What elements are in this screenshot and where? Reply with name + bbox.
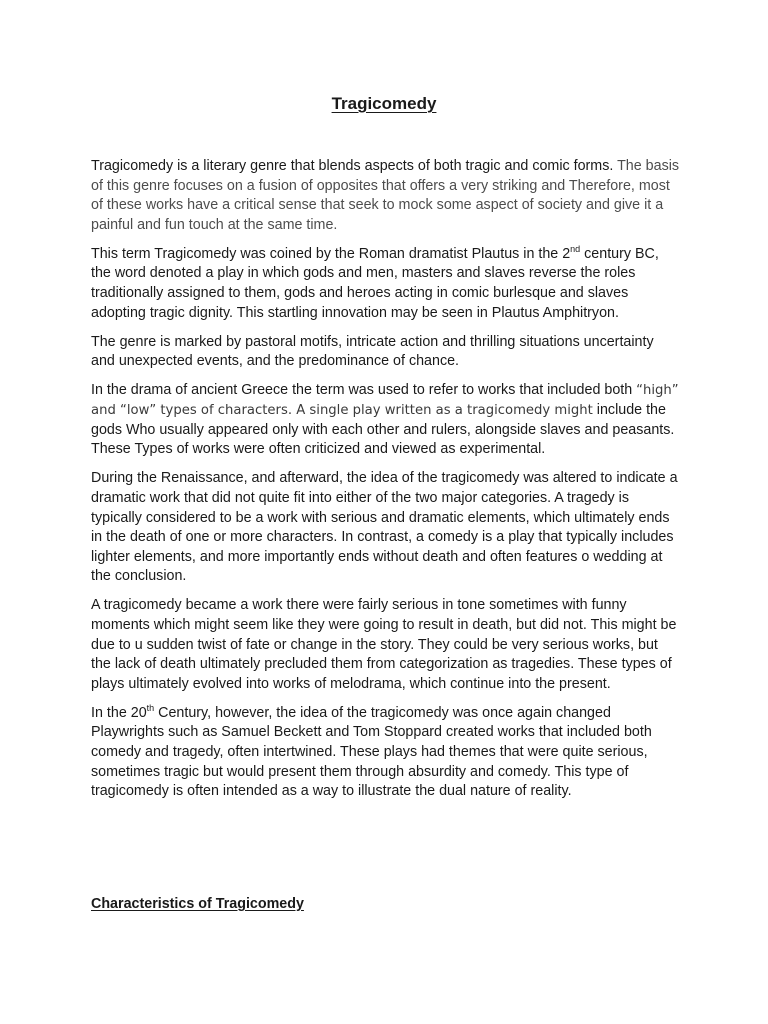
paragraph-greece-part3: include the gods Who usually appeared only with each other and rulers, alongside slaves and peasants. These Types of works were often criticized and viewed as experimental.: [91, 402, 675, 458]
document-title: Tragicomedy: [331, 94, 437, 113]
paragraph-intro-lead: Tragicomedy is a literary genre that blends aspects of both tragic and comic forms.: [91, 158, 618, 174]
section-heading-characteristics: Characteristics of Tragicomedy: [91, 896, 304, 912]
paragraph-origin-part2: century BC, the word denoted a play in which gods and men, masters and slaves reverse the roles traditionally assigned to them, gods and heroes acting in comic burlesque and slaves adopting tragic dignity. This startling innovation may be seen in Plautus Amphitryon.: [91, 245, 659, 321]
document-body: [91, 157, 681, 811]
paragraph-genre: The genre is marked by pastoral motifs, intricate action and thrilling situations uncertainty and unexpected events, and the predominance of chance.: [91, 333, 654, 370]
paragraph-20th-part2: Century, however, the idea of the tragicomedy was once again changed Playwrights such as Samuel Beckett and Tom Stoppard created works that included both comedy and tragedy, often intertwined. These plays had themes that were quite serious, sometimes tragic but would present them through absurdity and comedy. This type of tragicomedy is often intended as a way to illustrate the dual nature of reality.: [91, 704, 652, 800]
paragraph-intro-rest: The basis of this genre focuses on a fusion of opposites that offers a very striking and Therefore, most of these works have a critical sense that seek to mock some aspect of society and give it a painful and fun touch at the same time.: [91, 158, 680, 233]
paragraph-origin: [91, 245, 681, 323]
superscript-nd: nd: [570, 244, 581, 255]
paragraph-20th-century: [91, 704, 681, 802]
superscript-th: th: [146, 703, 155, 714]
paragraph-intro: [91, 157, 681, 235]
paragraph-origin-part1: This term Tragicomedy was coined by the Roman dramatist Plautus in the 2: [91, 245, 571, 262]
paragraph-greece-part1: In the drama of ancient Greece the term was used to refer to works that included both: [91, 382, 637, 399]
paragraph-greece: [91, 381, 681, 459]
paragraph-tragicomedy-work: A tragicomedy became a work there were fairly serious in tone sometimes with funny moments which might seem like they were going to result in death, but did not. This might be due to u sudden twist of fate or change in the story. They could be very serious works, but the lack of death ultimately precluded them from categorization as tragedies. These types of plays ultimately evolved into works of melodrama, which continue into the present.: [91, 597, 677, 692]
paragraph-renaissance: During the Renaissance, and afterward, the idea of the tragicomedy was altered to indicate a dramatic work that did not quite fit into either of the two major categories. A tragedy is typically considered to be a work with serious and dramatic elements, which ultimately ends in the death of one or more characters. In contrast, a comedy is a play that typically includes lighter elements, and more importantly ends without death and often features o wedding at the conclusion.: [91, 470, 678, 585]
paragraph-20th-part1: In the 20: [91, 704, 147, 721]
paragraph-greece-part2: “high” and “low” types of characters. A single play written as a tragicomedy might: [91, 383, 679, 419]
